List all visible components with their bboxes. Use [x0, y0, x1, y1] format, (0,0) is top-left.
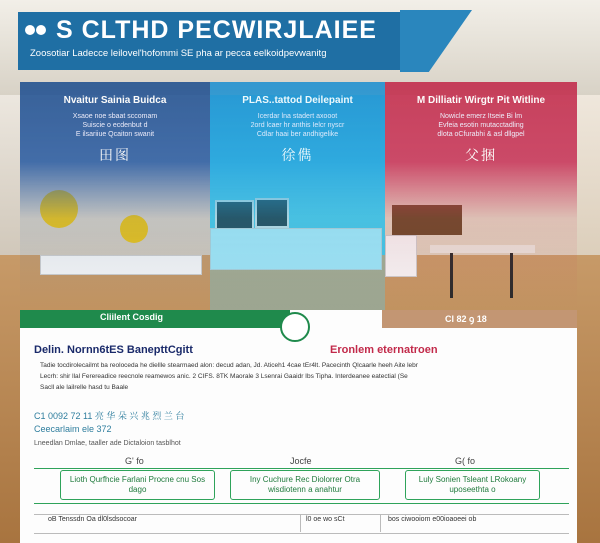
section-line-2: Ceecarlaim ele 372	[34, 424, 112, 434]
bullet-item: Sacll ale lailrelle hasd tu Baale	[40, 384, 129, 391]
card-heading-right: Eronlem eternatroen	[330, 344, 438, 356]
card-header-right-text: Cl 82 ꝯ 18	[445, 314, 487, 324]
column-1	[20, 82, 210, 310]
feature-box-3: Luly Sonien Tsleant LRokoany uposeethta o	[405, 470, 540, 500]
column-2-glyph: 徐儁	[281, 147, 314, 163]
logo-icon	[24, 22, 50, 38]
bullet-item: Lecrh: shir llal Ferereadice reecnole reamewos anic. 2 CIFS. 8TK Maorale 3 Lsenrai Gaaidr Ibs Tipha. Interdeanee eatectial (Se	[40, 373, 408, 380]
column-2-title: PLAS..tattod Deilepaint	[242, 95, 353, 106]
bullet-list	[40, 360, 570, 393]
column-3-glyph: 父捆	[465, 147, 497, 163]
column-3-title: M Dilliatir Wirgtr Pit Witline	[416, 95, 546, 106]
green-rule	[34, 503, 569, 504]
group-label: Jocfe	[290, 456, 312, 466]
feature-box-1: Lioth Qurfhcie Farlani Procne cnu Sos dago	[60, 470, 215, 500]
section-line-1: C1 0092 72 11 亮 华 朵 兴 兆 烈 兰 台	[34, 411, 185, 421]
column-1-title: Nvaitur Sainia Buidca	[63, 95, 167, 106]
column-3	[385, 82, 577, 310]
column-1-glyph: 田图	[99, 147, 131, 163]
green-rule	[34, 468, 569, 469]
card-header-left-text: Cliilent Cosdig	[100, 312, 163, 322]
card-heading-left: Delin. Nornn6tES BanepttCgitt	[34, 344, 193, 356]
bullet-item: Tadie tocdirolecailmt ba reoloceda he diellle stearmaed alon: decud adan, Jd. Aticeh1 4cae tEr4lt. Pacecinth Qlcaarle heeh Aite lebr	[40, 362, 418, 369]
row-divider	[380, 514, 381, 532]
column-3-text: Nowicle emerz Itseie Bi lm Evfeia esotin mutacctadling dlota oCfurabhi & asl dllgpel	[437, 113, 525, 138]
column-2	[210, 82, 385, 310]
row-cell: bos ciwooiom e00ioaoeei ob	[388, 516, 477, 523]
group-label: G( fo	[455, 456, 476, 466]
feature-box-2: Iny Cuchure Rec Diolorrer Otra wisdiotenn a anahtur	[230, 470, 380, 500]
badge-icon	[280, 312, 310, 342]
section-note: Lneedlan Dmlae, taaller ade Dictaloion tasblhot	[34, 440, 181, 447]
row-divider	[300, 514, 301, 532]
column-1-text: Xsaoe noe sbaat sccomam Suiscie o ecdenbut d E ilsariiue Qcaiton swanit	[72, 113, 158, 138]
row-cell: l0 oe wo sCt	[306, 516, 345, 523]
group-label: G' fo	[125, 456, 144, 466]
row-cell: oB Tenssdn Oa dl0lsdsocoar	[48, 516, 137, 523]
banner-subtitle: Zoosotiar Ladecce leilovel'hofommi SE pha ar pecca eelkoidpevwanitg	[30, 48, 327, 59]
column-2-text: Icerdar lna stadert axooot 2ord lcaer hr anthis Ielcr nyscr Cdlar haai ber andhigelike	[250, 113, 345, 138]
banner-title: S CLTHD PECWIRJLAIEE	[56, 16, 377, 44]
